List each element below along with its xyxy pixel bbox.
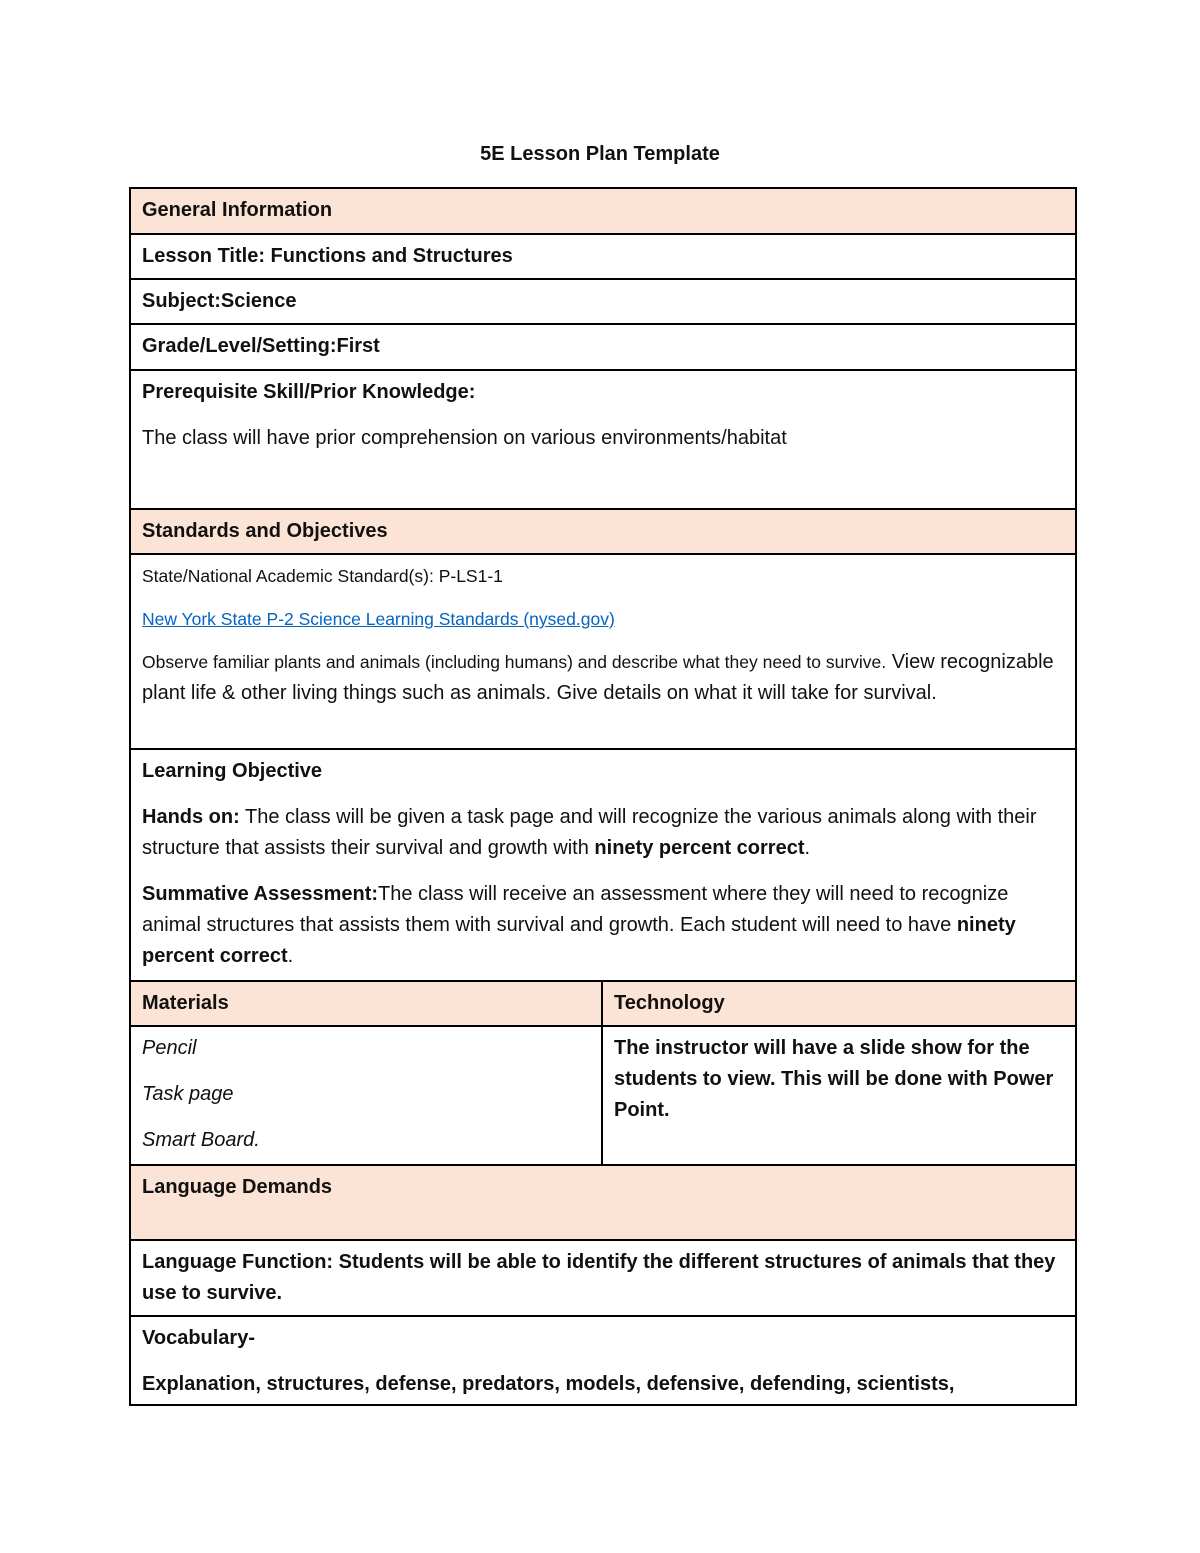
- language-demands-header: [130, 1165, 1076, 1240]
- material-item: Smart Board.: [142, 1129, 260, 1151]
- material-item: Pencil: [142, 1037, 197, 1059]
- standards-header: [130, 509, 1076, 554]
- prerequisite-label: Prerequisite Skill/Prior Knowledge:: [142, 381, 476, 403]
- standards-link[interactable]: New York State P-2 Science Learning Standards (nysed.gov): [142, 609, 615, 629]
- lesson-title-cell: [130, 234, 1076, 279]
- technology-text: The instructor will have a slide show for the students to view. This will be done with Power Point.: [614, 1037, 1054, 1121]
- subject-cell: [130, 279, 1076, 324]
- language-function-text: Language Function: Students will be able to identify the different structures of animals that they use to survive.: [142, 1251, 1056, 1304]
- section-heading: Language Demands: [142, 1176, 333, 1198]
- section-heading: Technology: [614, 992, 725, 1014]
- materials-header: [130, 981, 602, 1026]
- lesson-plan-table: [129, 187, 1077, 1406]
- materials-cell: [130, 1026, 602, 1165]
- vocabulary-cell: [130, 1316, 1076, 1405]
- prerequisite-text: The class will have prior comprehension on various environments/habitat: [142, 427, 787, 449]
- summative-text: The class will receive an assessment where they will need to recognize animal structures that assists them with survival and growth. Each student will need to have: [142, 883, 1009, 936]
- grade-cell: [130, 324, 1076, 370]
- standard-description: Observe familiar plants and animals (including humans) and describe what they need to survive.: [142, 652, 887, 672]
- learning-objective-cell: Learning Objective Hands on: The class will be given a task page and will recognize the various animals along with their structure that assists their survival and growth with ninety percent correct. Summative Assessment:The class will receive an assessment where they will need to recognize animal structures that assists them with survival and growth. Each student will need to have ninety percent correct.: [130, 749, 1076, 981]
- learning-objective-heading: Learning Objective: [142, 760, 323, 782]
- prerequisite-cell: [130, 370, 1076, 509]
- standard-label: State/National Academic Standard(s):: [142, 566, 434, 586]
- grade-level: Grade/Level/Setting:First: [142, 335, 380, 357]
- hands-on-text: The class will be given a task page and will recognize the various animals along with their structure that assists their survival and growth with: [142, 806, 1037, 859]
- section-heading: General Information: [142, 199, 333, 221]
- vocabulary-words: Explanation, structures, defense, predators, models, defensive, defending, scientists,: [142, 1373, 955, 1395]
- document-title: 5E Lesson Plan Template: [480, 143, 720, 165]
- standards-cell: [130, 554, 1076, 749]
- technology-cell: [602, 1026, 1076, 1165]
- subject: Subject:Science: [142, 290, 297, 312]
- language-function-cell: [130, 1240, 1076, 1316]
- standard-code: P-LS1-1: [438, 566, 503, 586]
- hands-on-target: ninety percent correct: [594, 837, 805, 859]
- standard-details: View recognizable plant life & other living things such as animals. Give details on what it will take for survival.: [142, 651, 1054, 704]
- section-heading: Materials: [142, 992, 229, 1014]
- lesson-title: Lesson Title: Functions and Structures: [142, 245, 513, 267]
- material-item: Task page: [142, 1083, 234, 1105]
- vocabulary-label: Vocabulary-: [142, 1327, 255, 1349]
- technology-header: [602, 981, 1076, 1026]
- hands-on-label: Hands on:: [142, 806, 240, 828]
- section-heading: Standards and Objectives: [142, 520, 388, 542]
- general-information-header: [130, 188, 1076, 234]
- summative-target: ninety percent correct: [142, 914, 1016, 967]
- summative-label: Summative Assessment:: [142, 883, 379, 905]
